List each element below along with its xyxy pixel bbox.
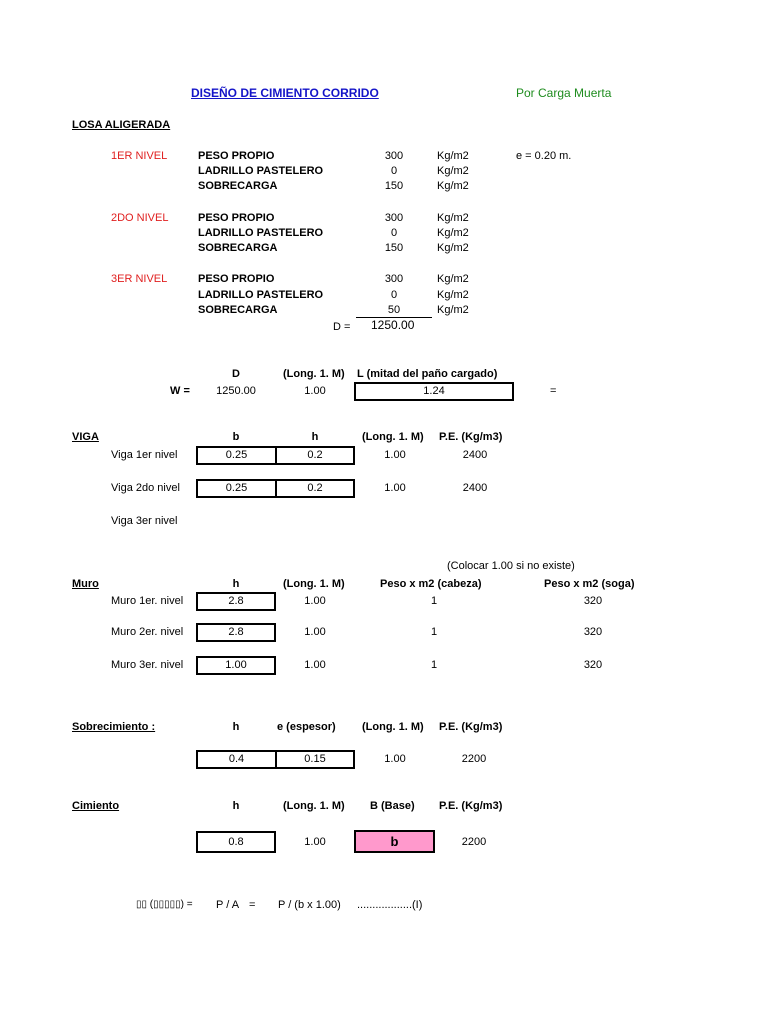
viga-row-label: Viga 1er nivel (111, 449, 178, 461)
sobrecimiento-pe-value: 2200 (461, 753, 487, 765)
viga-header-b: b (232, 431, 240, 443)
w-header-l: L (mitad del paño cargado) (357, 368, 498, 380)
load-value: 0 (390, 289, 398, 301)
sobrecimiento-heading: Sobrecimiento : (72, 721, 156, 733)
w-equals: = (550, 385, 557, 397)
muro-long-value: 1.00 (304, 659, 326, 671)
sobrecimiento-long-value: 1.00 (384, 753, 406, 765)
viga-row-label: Viga 2do nivel (111, 482, 180, 494)
viga-header-h: h (311, 431, 319, 443)
muro-row-label: Muro 1er. nivel (111, 595, 184, 607)
load-label: LADRILLO PASTELERO (198, 165, 324, 177)
load-label: SOBRECARGA (198, 180, 278, 192)
load-label: PESO PROPIO (198, 150, 275, 162)
cimiento-header-pe: P.E. (Kg/m3) (439, 800, 503, 812)
losa-espesor-note: e = 0.20 m. (516, 150, 572, 162)
formula-pa: P / A (216, 899, 240, 911)
load-label: PESO PROPIO (198, 212, 275, 224)
muro-soga-value: 320 (583, 659, 603, 671)
load-unit: Kg/m2 (437, 304, 469, 316)
viga-pe-value: 2400 (462, 482, 488, 494)
load-unit: Kg/m2 (437, 273, 469, 285)
cimiento-pe-value: 2200 (461, 836, 487, 848)
d-label: D = (333, 321, 351, 333)
muro-cabeza-value: 1 (430, 595, 438, 607)
viga-header-long: (Long. 1. M) (362, 431, 424, 443)
sobrecimiento-e-input[interactable]: 0.15 (275, 750, 355, 769)
load-value: 300 (384, 273, 404, 285)
load-unit: Kg/m2 (437, 289, 469, 301)
sobrecimiento-header-e: e (espesor) (277, 721, 336, 733)
w-label: W = (170, 385, 190, 397)
muro-long-value: 1.00 (304, 595, 326, 607)
load-unit: Kg/m2 (437, 227, 469, 239)
sobrecimiento-header-long: (Long. 1. M) (362, 721, 424, 733)
viga-long-value: 1.00 (384, 449, 406, 461)
sobrecimiento-header-pe: P.E. (Kg/m3) (439, 721, 503, 733)
page-subtitle: Por Carga Muerta (516, 86, 612, 100)
load-value: 50 (387, 304, 401, 316)
load-unit: Kg/m2 (437, 150, 469, 162)
muro-header-long: (Long. 1. M) (283, 578, 345, 590)
muro-note: (Colocar 1.00 si no existe) (447, 560, 575, 572)
w-header-d: D (232, 368, 240, 380)
sobrecimiento-h-input[interactable]: 0.4 (196, 750, 277, 769)
muro-cabeza-value: 1 (430, 659, 438, 671)
viga-b-input[interactable]: 0.25 (196, 479, 277, 498)
cimiento-header-h: h (232, 800, 240, 812)
viga-b-input[interactable]: 0.25 (196, 446, 277, 465)
muro-h-input[interactable]: 1.00 (196, 656, 276, 675)
w-header-long: (Long. 1. M) (283, 368, 345, 380)
d-total: 1250.00 (371, 318, 415, 332)
formula-lhs: ▯▯ (▯▯▯▯▯) = (136, 899, 193, 910)
muro-h-input[interactable]: 2.8 (196, 623, 276, 642)
losa-heading: LOSA ALIGERADA (72, 119, 171, 131)
muro-header-h: h (232, 578, 240, 590)
muro-h-input[interactable]: 2.8 (196, 592, 276, 611)
viga-pe-value: 2400 (462, 449, 488, 461)
load-label: SOBRECARGA (198, 304, 278, 316)
formula-ref: ..................(I) (357, 899, 423, 911)
cimiento-heading: Cimiento (72, 800, 120, 812)
cimiento-h-input[interactable]: 0.8 (196, 831, 276, 853)
viga-long-value: 1.00 (384, 482, 406, 494)
muro-header-cabeza: Peso x m2 (cabeza) (380, 578, 482, 590)
sobrecimiento-header-h: h (232, 721, 240, 733)
viga-row-label: Viga 3er nivel (111, 515, 178, 527)
load-unit: Kg/m2 (437, 180, 469, 192)
w-l-input[interactable]: 1.24 (354, 382, 514, 401)
muro-soga-value: 320 (583, 595, 603, 607)
load-value: 150 (384, 180, 404, 192)
load-label: LADRILLO PASTELERO (198, 227, 324, 239)
level-name: 1ER NIVEL (111, 150, 168, 162)
page-title: DISEÑO DE CIMIENTO CORRIDO (191, 86, 379, 100)
w-d-value: 1250.00 (216, 385, 256, 397)
formula-equals: = (249, 899, 256, 911)
load-value: 300 (384, 150, 404, 162)
load-value: 0 (390, 227, 398, 239)
muro-long-value: 1.00 (304, 626, 326, 638)
cimiento-header-base: B (Base) (370, 800, 415, 812)
load-value: 300 (384, 212, 404, 224)
viga-header-pe: P.E. (Kg/m3) (439, 431, 503, 443)
load-value: 0 (390, 165, 398, 177)
formula-expression: P / (b x 1.00) (278, 899, 341, 911)
muro-row-label: Muro 3er. nivel (111, 659, 184, 671)
viga-h-input[interactable]: 0.2 (275, 479, 355, 498)
cimiento-base-input[interactable]: b (354, 830, 435, 853)
cimiento-long-value: 1.00 (304, 836, 326, 848)
muro-cabeza-value: 1 (430, 626, 438, 638)
load-label: LADRILLO PASTELERO (198, 289, 324, 301)
muro-soga-value: 320 (583, 626, 603, 638)
level-name: 2DO NIVEL (111, 212, 169, 224)
load-unit: Kg/m2 (437, 212, 469, 224)
muro-row-label: Muro 2er. nivel (111, 626, 184, 638)
load-label: SOBRECARGA (198, 242, 278, 254)
muro-header-soga: Peso x m2 (soga) (544, 578, 635, 590)
cimiento-header-long: (Long. 1. M) (283, 800, 345, 812)
viga-heading: VIGA (72, 431, 99, 443)
w-long-value: 1.00 (304, 385, 326, 397)
load-unit: Kg/m2 (437, 242, 469, 254)
muro-heading: Muro (72, 578, 99, 590)
load-label: PESO PROPIO (198, 273, 275, 285)
load-value: 150 (384, 242, 404, 254)
load-unit: Kg/m2 (437, 165, 469, 177)
viga-h-input[interactable]: 0.2 (275, 446, 355, 465)
level-name: 3ER NIVEL (111, 273, 168, 285)
